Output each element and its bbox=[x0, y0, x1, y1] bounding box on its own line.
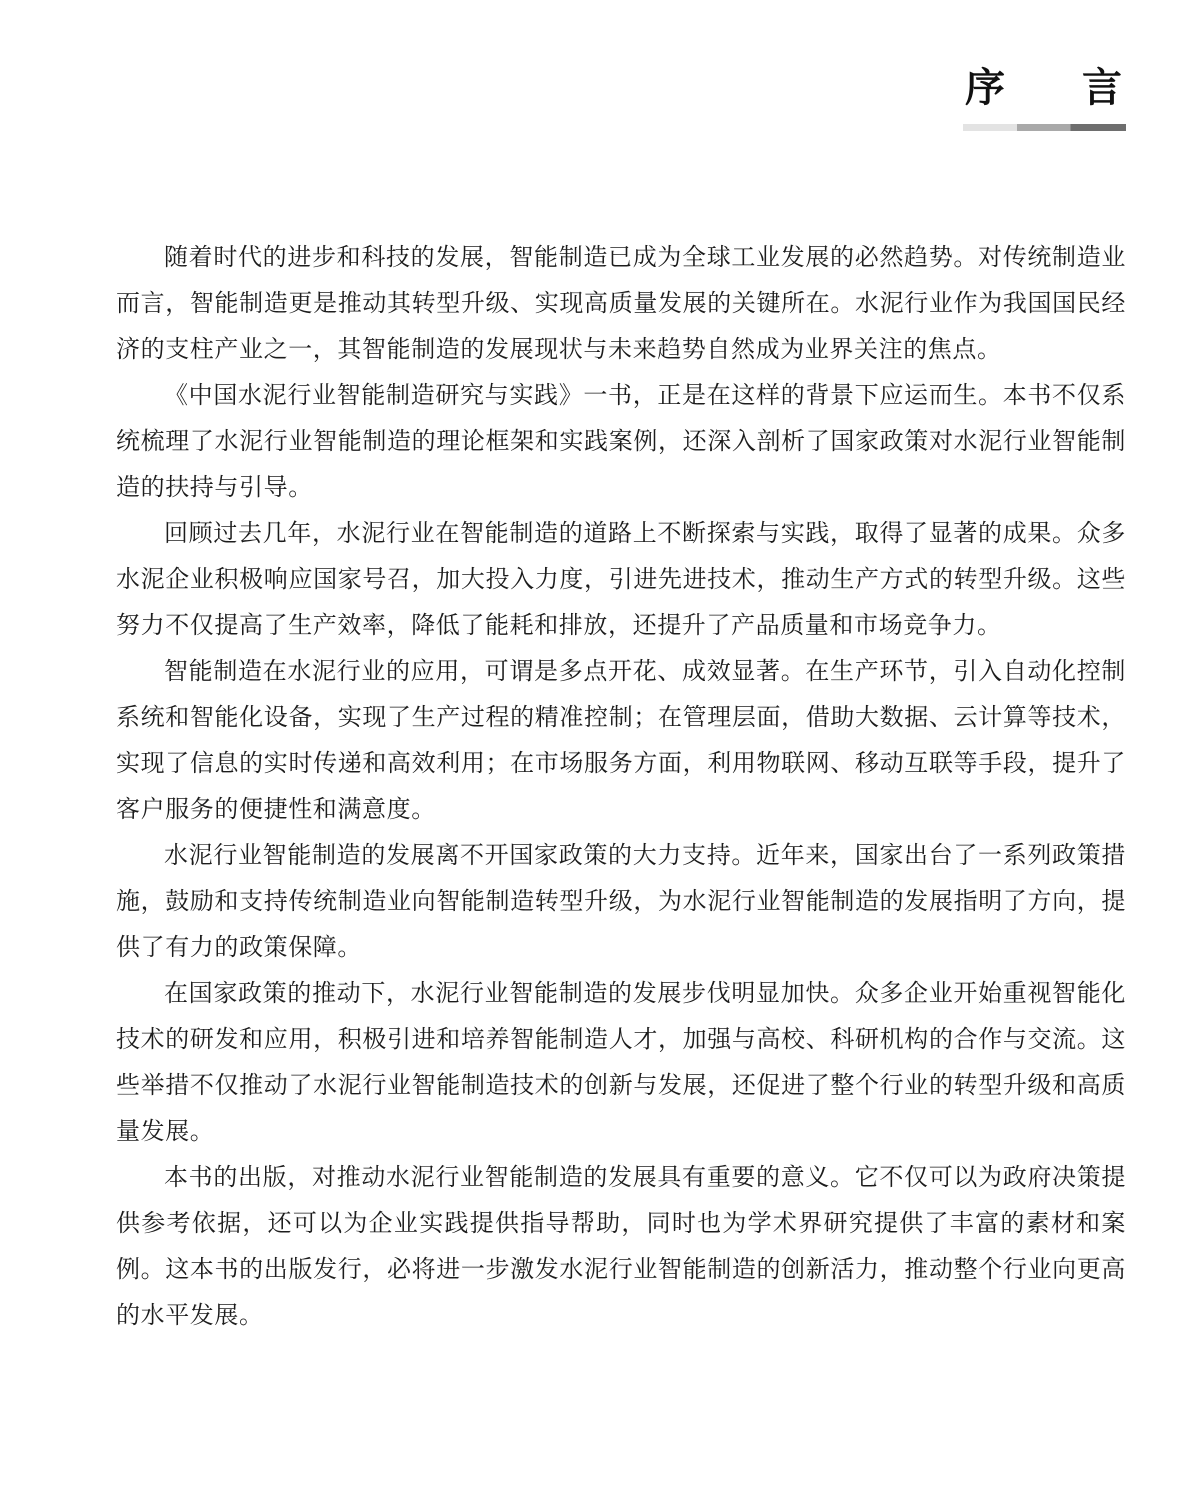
paragraph-4: 智能制造在水泥行业的应用，可谓是多点开花、成效显著。在生产环节，引入自动化控制系统和智能化设备，实现了生产过程的精准控制；在管理层面，借助大数据、云计算等技术，实现了信息的实时传递和高效利用；在市场服务方面，利用物联网、移动互联等手段，提升了客户服务的便捷性和满意度。 bbox=[116, 657, 1126, 823]
preface-body bbox=[116, 234, 1126, 1338]
paragraph-3: 回顾过去几年，水泥行业在智能制造的道路上不断探索与实践，取得了显著的成果。众多水泥企业积极响应国家号召，加大投入力度，引进先进技术，推动生产方式的转型升级。这些努力不仅提高了生产效率，降低了能耗和排放，还提升了产品质量和市场竞争力。 bbox=[116, 519, 1126, 639]
page-title bbox=[963, 62, 1126, 114]
title-underline-bar bbox=[963, 124, 1126, 131]
paragraph-6: 在国家政策的推动下，水泥行业智能制造的发展步伐明显加快。众多企业开始重视智能化技术的研发和应用，积极引进和培养智能制造人才，加强与高校、科研机构的合作与交流。这些举措不仅推动了水泥行业智能制造技术的创新与发展，还促进了整个行业的转型升级和高质量发展。 bbox=[116, 979, 1126, 1145]
paragraph-5: 水泥行业智能制造的发展离不开国家政策的大力支持。近年来，国家出台了一系列政策措施，鼓励和支持传统制造业向智能制造转型升级，为水泥行业智能制造的发展指明了方向，提供了有力的政策保障。 bbox=[116, 841, 1126, 961]
paragraph-7: 本书的出版，对推动水泥行业智能制造的发展具有重要的意义。它不仅可以为政府决策提供参考依据，还可以为企业实践提供指导帮助，同时也为学术界研究提供了丰富的素材和案例。这本书的出版发行，必将进一步激发水泥行业智能制造的创新活力，推动整个行业向更高的水平发展。 bbox=[116, 1163, 1126, 1329]
chapter-header bbox=[963, 62, 1126, 131]
page-title-char-1: 序 bbox=[965, 64, 1005, 111]
paragraph-1: 随着时代的进步和科技的发展，智能制造已成为全球工业发展的必然趋势。对传统制造业而言，智能制造更是推动其转型升级、实现高质量发展的关键所在。水泥行业作为我国国民经济的支柱产业之一，其智能制造的发展现状与未来趋势自然成为业界关注的焦点。 bbox=[116, 243, 1126, 363]
paragraph-2: 《中国水泥行业智能制造研究与实践》一书，正是在这样的背景下应运而生。本书不仅系统梳理了水泥行业智能制造的理论框架和实践案例，还深入剖析了国家政策对水泥行业智能制造的扶持与引导。 bbox=[116, 381, 1126, 501]
page-title-char-2: 言 bbox=[1082, 64, 1122, 111]
